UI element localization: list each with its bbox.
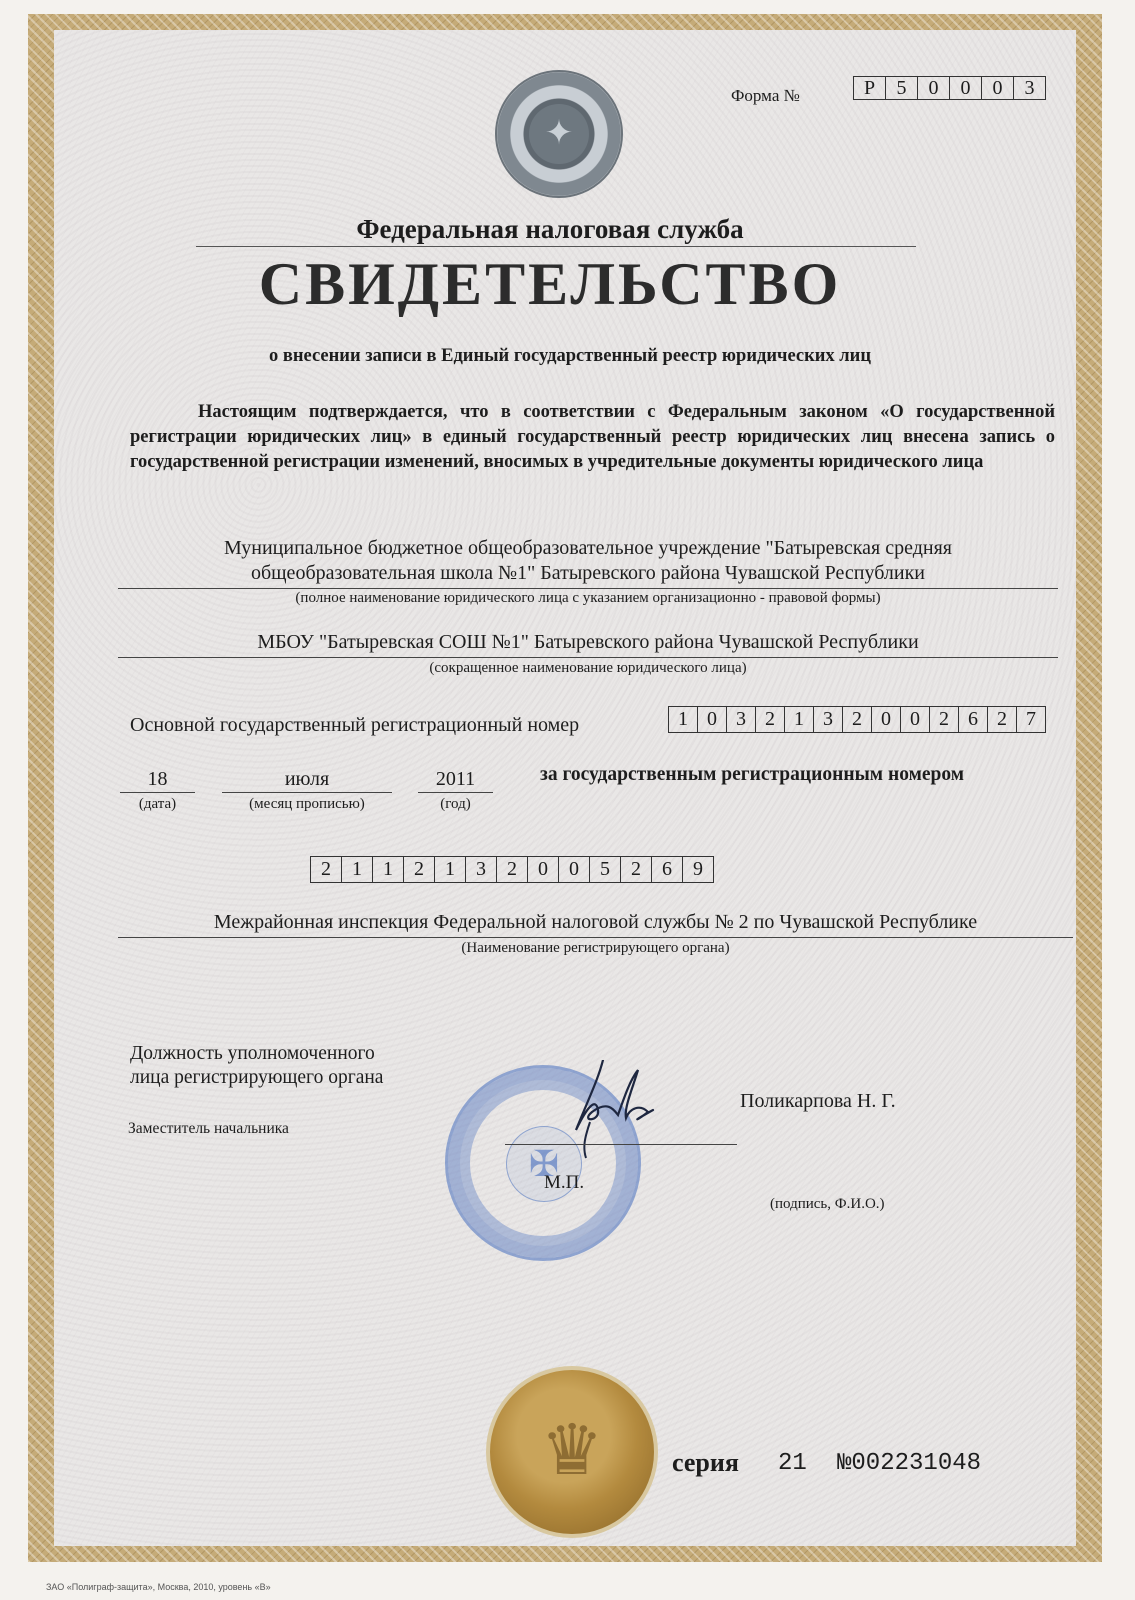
signatory-name: Поликарпова Н. Г. (740, 1090, 896, 1112)
grn-digit: 2 (497, 856, 528, 883)
year-hint: (год) (440, 796, 471, 812)
ogrn-digit: 0 (872, 706, 901, 733)
ogrn-digit: 7 (1017, 706, 1046, 733)
grn-digit: 9 (683, 856, 714, 883)
official-stamp-icon: ✠ (445, 1065, 641, 1261)
grn-digit: 0 (559, 856, 590, 883)
ogrn-label: Основной государственный регистрационный номер (130, 714, 580, 736)
record-year: 2011 (435, 768, 476, 790)
ogrn-digit: 2 (756, 706, 785, 733)
day-hint: (дата) (138, 796, 177, 812)
grn-number (310, 856, 714, 883)
ogrn-digit: 0 (901, 706, 930, 733)
form-code-char: Р (853, 76, 886, 100)
entity-short-name: МБОУ "Батыревская СОШ №1" Батыревского района Чувашской Республики (257, 631, 919, 653)
document-title: СВИДЕТЕЛЬСТВО (258, 251, 842, 317)
entity-full-name-line: общеобразовательная школа №1" Батыревского района Чувашской Республики (250, 562, 925, 584)
position-label-line: лица регистрирующего органа (130, 1067, 384, 1088)
underline (118, 937, 1073, 938)
ogrn-digit: 2 (988, 706, 1017, 733)
authority-hint: (Наименование регистрирующего органа) (461, 940, 730, 956)
ogrn-digit: 3 (727, 706, 756, 733)
underline (222, 792, 392, 793)
form-code-char: 5 (886, 76, 918, 100)
grn-digit: 2 (310, 856, 342, 883)
document-subtitle: о внесении записи в Единый государственный реестр юридических лиц (269, 346, 871, 366)
gold-eagle-seal-icon: ♛ (486, 1366, 658, 1538)
grn-digit: 5 (590, 856, 621, 883)
divider (196, 246, 916, 247)
series-label: серия (672, 1448, 739, 1477)
form-code-char: 0 (950, 76, 982, 100)
ogrn-digit: 6 (959, 706, 988, 733)
signature-line (505, 1144, 737, 1145)
signatory-position: Заместитель начальника (128, 1120, 289, 1137)
issuing-service: Федеральная налоговая служба (356, 214, 744, 244)
grn-digit: 1 (342, 856, 373, 883)
printer-imprint: ЗАО «Полиграф-защита», Москва, 2010, уровень «В» (46, 1582, 271, 1592)
underline (418, 792, 493, 793)
position-label-line: Должность уполномоченного (130, 1043, 375, 1064)
signature-hint: (подпись, Ф.И.О.) (770, 1196, 885, 1212)
form-code (853, 76, 1046, 100)
confirmation-text: Настоящим подтверждается, что в соответствии с Федеральным законом «О государственной регистрации юридических лиц» в единый государственный реестр юридических лиц внесена запись о государственной регистрации изменений, вносимых в учредительные документы юридического лица (130, 402, 1055, 472)
underline (118, 588, 1058, 589)
grn-label: за государственным регистрационным номером (540, 764, 965, 785)
grn-digit: 3 (466, 856, 497, 883)
registering-authority: Межрайонная инспекция Федеральной налоговой службы № 2 по Чувашской Республике (213, 911, 978, 933)
grn-digit: 2 (404, 856, 435, 883)
certificate-number: №002231048 (837, 1450, 982, 1477)
ogrn-digit: 3 (814, 706, 843, 733)
ogrn-number (668, 706, 1046, 733)
short-name-hint: (сокращенное наименование юридического лица) (429, 660, 747, 676)
grn-digit: 1 (435, 856, 466, 883)
ogrn-digit: 2 (843, 706, 872, 733)
ogrn-digit: 2 (930, 706, 959, 733)
seal-place-label: М.П. (544, 1172, 585, 1193)
record-month: июля (284, 768, 330, 790)
grn-digit: 6 (652, 856, 683, 883)
ogrn-digit: 1 (668, 706, 698, 733)
month-hint: (месяц прописью) (249, 796, 365, 812)
ogrn-digit: 0 (698, 706, 727, 733)
form-code-char: 0 (918, 76, 950, 100)
ogrn-digit: 1 (785, 706, 814, 733)
entity-full-name-line: Муниципальное бюджетное общеобразовательное учреждение "Батыревская средняя (223, 537, 953, 559)
full-name-hint: (полное наименование юридического лица с указанием организационно - правовой формы) (295, 590, 881, 606)
underline (118, 657, 1058, 658)
form-code-char: 0 (982, 76, 1014, 100)
grn-digit: 1 (373, 856, 404, 883)
entity-full-name (118, 536, 1058, 586)
hologram-emblem-icon: ✦ (495, 70, 623, 198)
grn-digit: 2 (621, 856, 652, 883)
record-day: 18 (147, 768, 168, 790)
grn-digit: 0 (528, 856, 559, 883)
signature-icon (568, 1060, 658, 1160)
form-code-char: 3 (1014, 76, 1046, 100)
underline (120, 792, 195, 793)
series-value: 21 (778, 1450, 807, 1477)
position-label (130, 1042, 383, 1090)
form-label: Форма № (731, 86, 800, 105)
